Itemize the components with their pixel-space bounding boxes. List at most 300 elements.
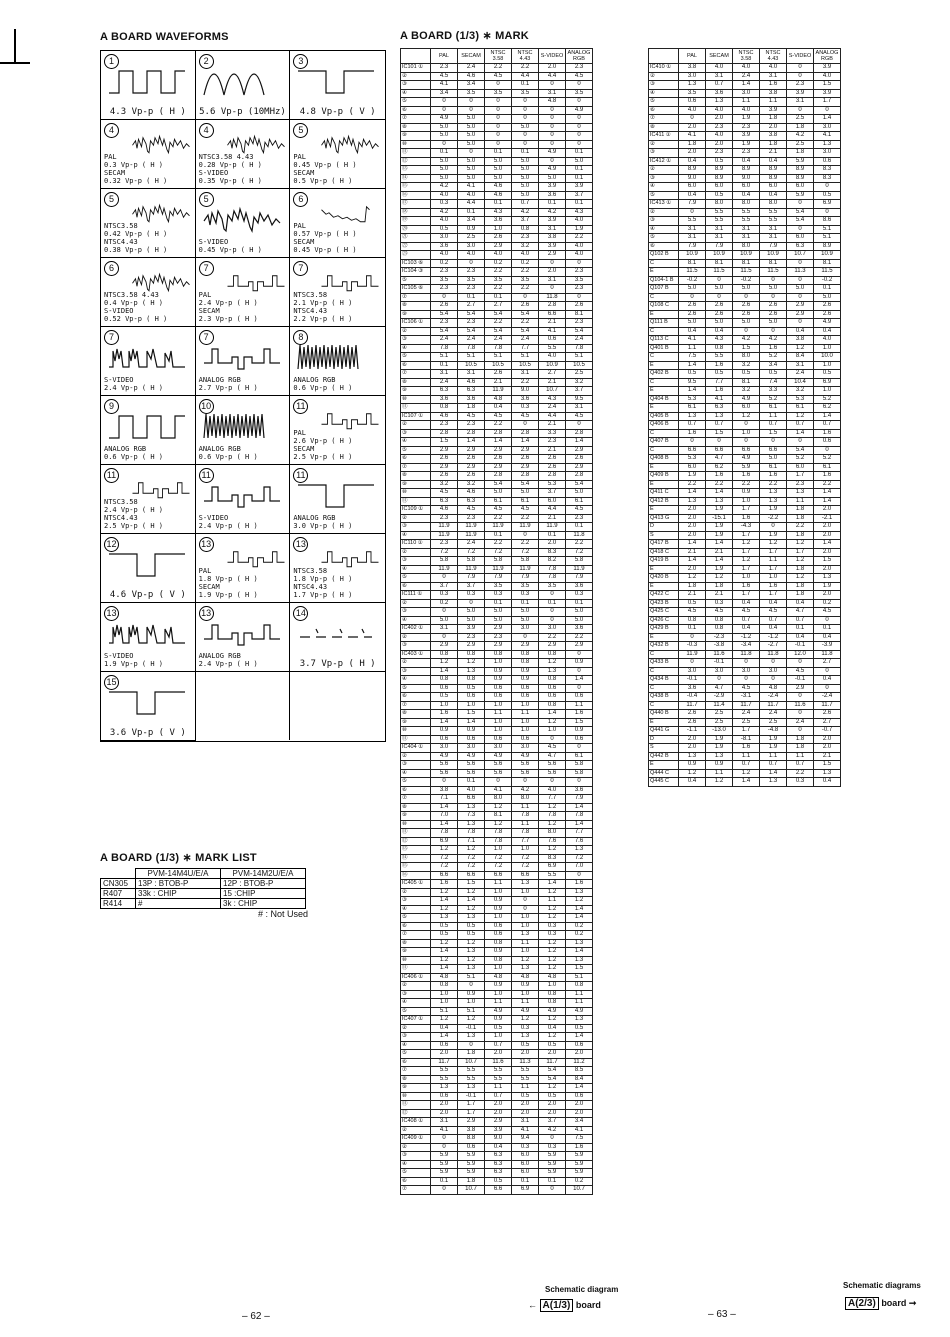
voltage-cell: 5.0 <box>458 174 485 183</box>
table-row <box>401 812 593 821</box>
voltage-cell: 1.2 <box>679 769 706 778</box>
voltage-cell: 6.3 <box>485 1160 512 1169</box>
waveform-line <box>109 71 185 93</box>
pin-label: ⑥ <box>649 242 679 251</box>
voltage-cell: 0 <box>566 871 593 880</box>
voltage-cell: 0.3 <box>706 599 733 608</box>
voltage-cell: 0 <box>706 276 733 285</box>
pin-label: IC404 ① <box>401 744 431 753</box>
pin-label: ⑩ <box>401 727 431 736</box>
column-header: SECAM <box>458 49 485 64</box>
voltage-cell: 11.9 <box>512 523 539 532</box>
voltage-cell: 1.3 <box>706 412 733 421</box>
voltage-cell: 1.4 <box>431 948 458 957</box>
pin-label: ⑦ <box>401 115 431 124</box>
waveform-line <box>322 414 379 429</box>
voltage-cell: 1.8 <box>787 123 814 132</box>
table-row <box>401 829 593 838</box>
voltage-cell: 0 <box>566 81 593 90</box>
pin-label: C <box>649 684 679 693</box>
voltage-cell: 9.4 <box>512 1135 539 1144</box>
table-row <box>401 540 593 549</box>
voltage-cell: 3.4 <box>458 81 485 90</box>
voltage-cell: 11.7 <box>539 1058 566 1067</box>
table-row <box>649 217 841 226</box>
pin-label: Q440 B <box>649 710 679 719</box>
voltage-cell: 0.5 <box>431 931 458 940</box>
voltage-cell: 1.8 <box>458 1050 485 1059</box>
voltage-cell: 1.2 <box>539 905 566 914</box>
voltage-cell: 2.1 <box>706 591 733 600</box>
voltage-cell: 6.2 <box>706 463 733 472</box>
voltage-cell: -0.1 <box>679 676 706 685</box>
pin-label: ⑤ <box>401 914 431 923</box>
waveform-trace <box>320 199 380 225</box>
voltage-cell: 1.0 <box>431 990 458 999</box>
voltage-cell: 2.1 <box>706 548 733 557</box>
pin-label: Q444 C <box>649 769 679 778</box>
voltage-cell: 1.0 <box>733 574 760 583</box>
waveform-caption-line: 0.45 Vp-p ( H ) <box>198 246 262 254</box>
voltage-cell: 8.1 <box>760 259 787 268</box>
voltage-cell: 6.1 <box>814 463 841 472</box>
pin-label: E <box>649 582 679 591</box>
voltage-cell: 0.3 <box>512 404 539 413</box>
voltage-cell: 3.5 <box>485 582 512 591</box>
pin-label: IC412 ① <box>649 157 679 166</box>
schematic-ref-2[interactable] <box>845 1298 916 1309</box>
voltage-cell: 1.4 <box>733 778 760 787</box>
voltage-cell: 1.1 <box>539 897 566 906</box>
voltage-cell: 7.5 <box>566 1135 593 1144</box>
voltage-cell: 5.1 <box>431 1007 458 1016</box>
voltage-cell: 1.6 <box>566 880 593 889</box>
pin-label: ⑧ <box>401 1075 431 1084</box>
voltage-cell: 0 <box>566 684 593 693</box>
table-row <box>649 98 841 107</box>
voltage-cell: 7.2 <box>458 863 485 872</box>
voltage-cell: 7.8 <box>566 812 593 821</box>
pin-label: ⑥ <box>401 361 431 370</box>
voltage-cell: 4.0 <box>512 251 539 260</box>
voltage-cell: 1.2 <box>539 718 566 727</box>
voltage-cell: 1.7 <box>814 98 841 107</box>
table-row <box>649 183 841 192</box>
table-row <box>649 225 841 234</box>
table-row <box>401 200 593 209</box>
voltage-cell: 4.8 <box>512 973 539 982</box>
voltage-cell: 1.0 <box>485 1033 512 1042</box>
pin-label: ⑤ <box>401 1169 431 1178</box>
schematic-ref-2-suffix: board ➞ <box>881 1298 917 1308</box>
voltage-cell: 2.8 <box>566 472 593 481</box>
table-row <box>401 361 593 370</box>
pin-label: ④ <box>401 344 431 353</box>
waveform-caption <box>199 652 288 668</box>
voltage-cell: 2.5 <box>706 718 733 727</box>
pin-label: Q406 B <box>649 421 679 430</box>
voltage-cell: 4.0 <box>485 251 512 260</box>
table-row <box>649 89 841 98</box>
table-row <box>401 149 593 158</box>
voltage-cell: 6.6 <box>539 310 566 319</box>
schematic-ref-1[interactable] <box>528 1300 601 1311</box>
pin-label: ⑩ <box>401 956 431 965</box>
voltage-cell: 0 <box>787 200 814 209</box>
voltage-cell: 2.0 <box>431 1109 458 1118</box>
voltage-cell: 0.2 <box>566 931 593 940</box>
voltage-cell: 7.9 <box>679 200 706 209</box>
voltage-cell: 1.3 <box>706 752 733 761</box>
pin-label: E <box>649 480 679 489</box>
pin-label: C <box>649 293 679 302</box>
voltage-cell: 8.3 <box>539 854 566 863</box>
voltage-cell: 2.2 <box>733 480 760 489</box>
waveform-cell <box>101 672 196 741</box>
pin-label: IC101 ① <box>401 64 431 73</box>
table-row <box>401 914 593 923</box>
waveform-line <box>204 74 264 95</box>
voltage-cell: -2.2 <box>760 514 787 523</box>
binding-corner-mark <box>0 29 16 63</box>
voltage-cell: 4.9 <box>733 395 760 404</box>
voltage-cell: 5.5 <box>431 1075 458 1084</box>
voltage-cell: 1.0 <box>814 387 841 396</box>
voltage-cell: 0 <box>787 693 814 702</box>
voltage-cell: 2.9 <box>566 463 593 472</box>
voltage-cell: 3.5 <box>539 582 566 591</box>
voltage-cell: 0 <box>787 225 814 234</box>
schematic-ref-1-box: A(1/3) <box>540 1299 574 1312</box>
pin-label: ⑬ <box>401 166 431 175</box>
voltage-cell: 3.5 <box>485 89 512 98</box>
voltage-cell: 2.0 <box>539 64 566 73</box>
table-row <box>649 557 841 566</box>
table-row <box>401 608 593 617</box>
waveform-caption-line: S-VIDEO <box>198 514 229 522</box>
voltage-cell: 7.8 <box>566 344 593 353</box>
waveform-caption-line: S-VIDEO <box>198 169 229 177</box>
voltage-cell: 6.2 <box>814 404 841 413</box>
voltage-cell: 1.3 <box>566 846 593 855</box>
pin-label: ④ <box>401 89 431 98</box>
voltage-cell: 1.1 <box>760 98 787 107</box>
voltage-cell: 1.3 <box>814 574 841 583</box>
voltage-cell: 3.4 <box>458 217 485 226</box>
table-row <box>649 123 841 132</box>
voltage-cell: 2.0 <box>539 1109 566 1118</box>
voltage-cell: 7.6 <box>566 837 593 846</box>
pin-label: C <box>649 259 679 268</box>
voltage-cell: 10.5 <box>485 361 512 370</box>
voltage-cell: 0.1 <box>458 208 485 217</box>
voltage-cell: 4.7 <box>706 684 733 693</box>
voltage-cell: 0 <box>431 608 458 617</box>
voltage-cell: 0 <box>485 123 512 132</box>
waveform-number: 6 <box>104 261 119 276</box>
voltage-cell: 5.0 <box>485 608 512 617</box>
waveform-caption-line: 1.7 Vp-p ( H ) <box>293 591 353 599</box>
voltage-cell: 4.5 <box>566 506 593 515</box>
voltage-cell: 0 <box>566 140 593 149</box>
pin-label: ⑤ <box>649 191 679 200</box>
table-row <box>401 1075 593 1084</box>
voltage-cell: -0.4 <box>679 693 706 702</box>
voltage-cell: 0 <box>760 293 787 302</box>
voltage-cell: 7.2 <box>512 854 539 863</box>
pin-label: ② <box>401 982 431 991</box>
voltage-cell: 0.8 <box>431 404 458 413</box>
voltage-cell: 1.9 <box>706 506 733 515</box>
voltage-cell: 2.9 <box>512 642 539 651</box>
voltage-cell: 9.0 <box>512 387 539 396</box>
pin-label: Q442 B <box>649 752 679 761</box>
pin-label: ② <box>401 633 431 642</box>
pin-label: ⑦ <box>401 1186 431 1195</box>
voltage-cell: 1.6 <box>706 387 733 396</box>
voltage-cell: 1.4 <box>679 361 706 370</box>
voltage-cell: 1.0 <box>431 999 458 1008</box>
table-row <box>401 191 593 200</box>
voltage-cell: 9.0 <box>733 174 760 183</box>
waveform-caption <box>293 222 383 254</box>
waveform-trace <box>296 63 376 97</box>
voltage-cell: 3.1 <box>706 234 733 243</box>
voltage-cell: 6.0 <box>733 404 760 413</box>
voltage-cell: 0.1 <box>566 174 593 183</box>
voltage-cell: 3.8 <box>679 64 706 73</box>
schematic-ref-2-title: Schematic diagrams <box>843 1281 921 1290</box>
waveform-cell <box>290 465 385 534</box>
voltage-cell: 1.9 <box>679 472 706 481</box>
mark-list-row <box>101 889 306 899</box>
voltage-cell: 0.6 <box>512 735 539 744</box>
voltage-cell: 7.2 <box>458 548 485 557</box>
voltage-cell: 10.7 <box>458 1058 485 1067</box>
voltage-cell: 1.1 <box>485 1084 512 1093</box>
voltage-cell: 5.5 <box>706 208 733 217</box>
voltage-cell: 7.5 <box>679 353 706 362</box>
pin-label: IC407 ① <box>401 1016 431 1025</box>
voltage-cell: 10.9 <box>539 361 566 370</box>
voltage-cell: 3.0 <box>706 667 733 676</box>
voltage-cell: 1.8 <box>787 744 814 753</box>
table-row <box>401 888 593 897</box>
voltage-cell: 3.9 <box>539 242 566 251</box>
voltage-cell: 2.1 <box>814 752 841 761</box>
voltage-cell: 2.2 <box>485 64 512 73</box>
table-row <box>649 166 841 175</box>
table-row <box>649 438 841 447</box>
pin-label: IC403 ① <box>401 650 431 659</box>
voltage-cell: 2.9 <box>539 251 566 260</box>
voltage-cell: 7.9 <box>760 242 787 251</box>
voltage-cell: 4.0 <box>706 106 733 115</box>
pin-label: ⑦ <box>401 795 431 804</box>
voltage-cell: 2.2 <box>485 319 512 328</box>
table-row <box>649 591 841 600</box>
table-row <box>401 217 593 226</box>
pin-label: IC408 ① <box>401 1118 431 1127</box>
voltage-cell: 4.0 <box>458 191 485 200</box>
voltage-cell: 3.6 <box>706 89 733 98</box>
voltage-cell: 0.3 <box>539 922 566 931</box>
voltage-cell: 1.0 <box>485 846 512 855</box>
voltage-cell: 1.1 <box>787 497 814 506</box>
voltage-cell: 5.8 <box>566 769 593 778</box>
voltage-cell: 3.6 <box>566 582 593 591</box>
voltage-cell: 3.2 <box>512 242 539 251</box>
voltage-cell: 1.2 <box>760 540 787 549</box>
table-row <box>649 472 841 481</box>
voltage-cell: 4.0 <box>733 106 760 115</box>
voltage-cell: 9.0 <box>485 1135 512 1144</box>
voltage-cell: 7.9 <box>706 242 733 251</box>
voltage-cell: 8.8 <box>458 1135 485 1144</box>
voltage-cell: 2.1 <box>679 548 706 557</box>
voltage-cell: 2.7 <box>814 718 841 727</box>
voltage-cell: 2.5 <box>706 710 733 719</box>
left-arrow-icon: ← <box>528 1300 540 1310</box>
table-row <box>649 157 841 166</box>
voltage-cell: 5.0 <box>458 115 485 124</box>
pin-label: Q104-1 B <box>649 276 679 285</box>
voltage-cell: 4.8 <box>539 973 566 982</box>
voltage-cell: 1.4 <box>512 438 539 447</box>
pin-label: C <box>649 701 679 710</box>
voltage-cell: 11.9 <box>539 523 566 532</box>
voltage-cell: 5.9 <box>566 1160 593 1169</box>
pin-label: ⑪ <box>401 965 431 974</box>
voltage-cell: 5.5 <box>512 1067 539 1076</box>
pin-label: Q425 C <box>649 608 679 617</box>
waveform-line <box>204 414 264 438</box>
voltage-cell: 1.2 <box>431 659 458 668</box>
pin-label: C <box>649 378 679 387</box>
voltage-cell: 2.6 <box>485 455 512 464</box>
voltage-cell: 1.6 <box>760 582 787 591</box>
voltage-cell: 1.9 <box>566 225 593 234</box>
voltage-cell: -0.1 <box>787 642 814 651</box>
waveform-number: 7 <box>104 330 119 345</box>
voltage-cell: 2.0 <box>760 123 787 132</box>
voltage-cell: 2.0 <box>539 1050 566 1059</box>
pin-label: ⑩ <box>401 489 431 498</box>
waveform-caption <box>290 660 385 668</box>
voltage-cell: 0 <box>787 293 814 302</box>
voltage-cell: 0.9 <box>706 761 733 770</box>
pin-label: ⑧ <box>401 123 431 132</box>
voltage-cell: 2.2 <box>706 480 733 489</box>
pin-label: ⑯ <box>401 871 431 880</box>
waveform-caption-line: 0.6 Vp-p ( H ) <box>198 453 258 461</box>
voltage-cell: 4.3 <box>706 336 733 345</box>
voltage-cell: 3.1 <box>431 370 458 379</box>
voltage-cell: 4.6 <box>458 72 485 81</box>
voltage-cell: 1.6 <box>706 472 733 481</box>
voltage-cell: 4.5 <box>458 412 485 421</box>
pin-label: Q417 B <box>649 540 679 549</box>
voltage-cell: 2.9 <box>431 642 458 651</box>
voltage-cell: 2.5 <box>787 140 814 149</box>
voltage-cell: 3.6 <box>485 217 512 226</box>
voltage-cell: 1.5 <box>566 718 593 727</box>
table-row <box>649 752 841 761</box>
pin-label: ⑦ <box>401 1067 431 1076</box>
voltage-cell: 11.8 <box>760 650 787 659</box>
voltage-cell: 0.9 <box>485 897 512 906</box>
voltage-cell: 7.2 <box>431 854 458 863</box>
voltage-cell: 1.6 <box>566 710 593 719</box>
voltage-cell: 6.6 <box>706 446 733 455</box>
voltage-cell: 1.2 <box>431 905 458 914</box>
column-header: S-VIDEO <box>539 49 566 64</box>
voltage-cell: 3.0 <box>539 625 566 634</box>
table-row <box>401 166 593 175</box>
table-row <box>401 956 593 965</box>
voltage-cell: 2.3 <box>566 285 593 294</box>
voltage-cell: 6.6 <box>485 1186 512 1195</box>
voltage-cell: 1.2 <box>733 769 760 778</box>
voltage-cell: 2.6 <box>814 710 841 719</box>
voltage-cell: 6.3 <box>431 497 458 506</box>
voltage-cell: 2.0 <box>706 115 733 124</box>
voltage-cell: 12.0 <box>787 650 814 659</box>
voltage-cell: 1.4 <box>706 489 733 498</box>
voltage-cell: 1.4 <box>458 438 485 447</box>
voltage-cell: 1.0 <box>539 982 566 991</box>
table-row <box>649 191 841 200</box>
table-row <box>649 650 841 659</box>
mark-list-cell: 15 :CHIP <box>221 889 306 899</box>
voltage-cell: 1.4 <box>539 710 566 719</box>
waveform-caption <box>101 591 195 599</box>
voltage-cell: 3.0 <box>458 242 485 251</box>
voltage-cell: 2.9 <box>539 642 566 651</box>
pin-label: ⑦ <box>649 115 679 124</box>
voltage-cell: 11.9 <box>431 565 458 574</box>
voltage-cell: 0.6 <box>458 1143 485 1152</box>
voltage-cell: 1.4 <box>566 1084 593 1093</box>
voltage-cell: 2.2 <box>485 514 512 523</box>
waveform-caption <box>101 108 195 116</box>
voltage-cell: 0.1 <box>431 149 458 158</box>
waveform-number: 5 <box>293 123 308 138</box>
voltage-cell: 5.0 <box>485 489 512 498</box>
voltage-cell: 1.4 <box>733 81 760 90</box>
voltage-cell: 5.0 <box>566 489 593 498</box>
voltage-cell: 5.4 <box>458 327 485 336</box>
waveform-line <box>300 629 372 637</box>
table-row <box>649 514 841 523</box>
voltage-cell: 0.2 <box>485 259 512 268</box>
voltage-cell: 6.0 <box>787 183 814 192</box>
voltage-cell: 0.3 <box>512 1024 539 1033</box>
voltage-cell: 0 <box>706 438 733 447</box>
voltage-cell: 1.1 <box>566 701 593 710</box>
pin-label: ⑨ <box>401 387 431 396</box>
pin-label: ④ <box>401 676 431 685</box>
voltage-cell: 5.9 <box>458 1169 485 1178</box>
voltage-cell: 3.6 <box>512 395 539 404</box>
voltage-cell: 0.4 <box>733 599 760 608</box>
voltage-cell: 1.9 <box>706 531 733 540</box>
voltage-cell: 5.3 <box>539 480 566 489</box>
voltage-cell: 1.3 <box>458 667 485 676</box>
table-row <box>649 608 841 617</box>
waveform-trace <box>107 63 187 97</box>
voltage-cell: 5.0 <box>458 123 485 132</box>
